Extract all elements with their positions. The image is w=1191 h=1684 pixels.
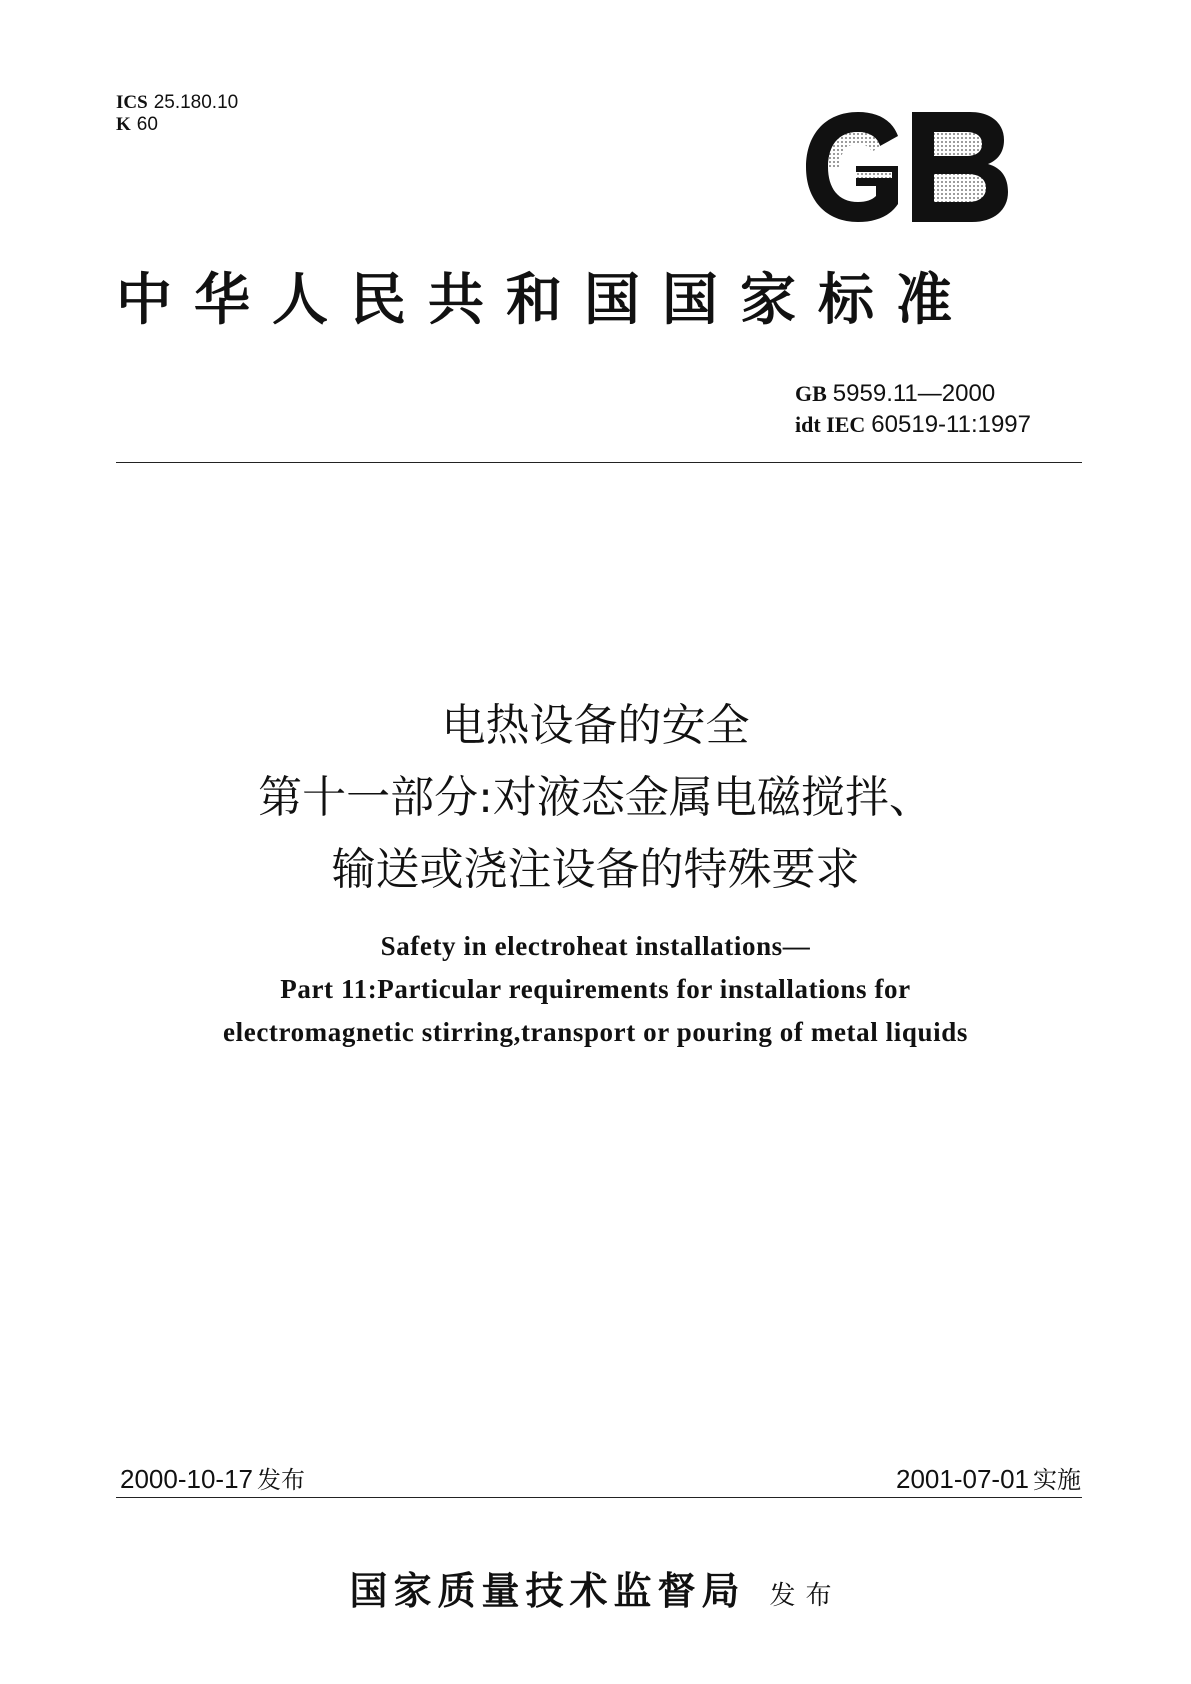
- chinese-title-line-3: 输送或浇注设备的特殊要求: [331, 844, 860, 895]
- issue-date-value: 2000-10-17: [120, 1464, 253, 1494]
- chinese-title-line-1: 电热设备的安全: [441, 700, 750, 751]
- idt-line: [795, 409, 1031, 440]
- issuer-action: 发布: [769, 1581, 842, 1611]
- standard-number-line: [795, 378, 1031, 409]
- implementation-date-value: 2001-07-01: [896, 1464, 1029, 1494]
- standard-number: 5959.11—2000: [832, 380, 996, 407]
- chinese-title-line-2: 第十一部分:对液态金属电磁搅拌、: [258, 772, 933, 823]
- ccs-label: K: [116, 114, 131, 135]
- issue-date-label: 发布: [257, 1466, 305, 1494]
- gb-logo: [800, 108, 1012, 226]
- ics-value: 25.180.10: [153, 92, 239, 113]
- issuer: [0, 1560, 1191, 1615]
- standard-code: [795, 378, 1031, 440]
- header-divider: [116, 462, 1082, 463]
- issue-date: [120, 1460, 305, 1495]
- issuer-organization: 国家质量技术监督局: [349, 1568, 746, 1613]
- national-standard-title: 中华人民共和国国家标准: [116, 267, 974, 333]
- english-title-line-1: Safety in electroheat installations—: [380, 931, 811, 961]
- ccs-code: [116, 114, 238, 136]
- english-title: [0, 925, 1191, 1054]
- english-title-line-2: Part 11:Particular requirements for installations for: [280, 974, 911, 1004]
- idt-label: idt IEC: [795, 412, 866, 437]
- ics-code: [116, 92, 238, 114]
- idt-number: 60519-11:1997: [871, 411, 1031, 438]
- footer-divider: [116, 1497, 1082, 1498]
- english-title-line-3: electromagnetic stirring,transport or pouring of metal liquids: [223, 1017, 968, 1047]
- ccs-value: 60: [136, 114, 158, 135]
- classification-codes: [116, 92, 238, 136]
- implementation-date: [896, 1460, 1081, 1495]
- chinese-title: [0, 690, 1191, 906]
- ics-label: ICS: [116, 92, 148, 113]
- standard-prefix: GB: [795, 381, 827, 406]
- implementation-date-label: 实施: [1033, 1466, 1081, 1494]
